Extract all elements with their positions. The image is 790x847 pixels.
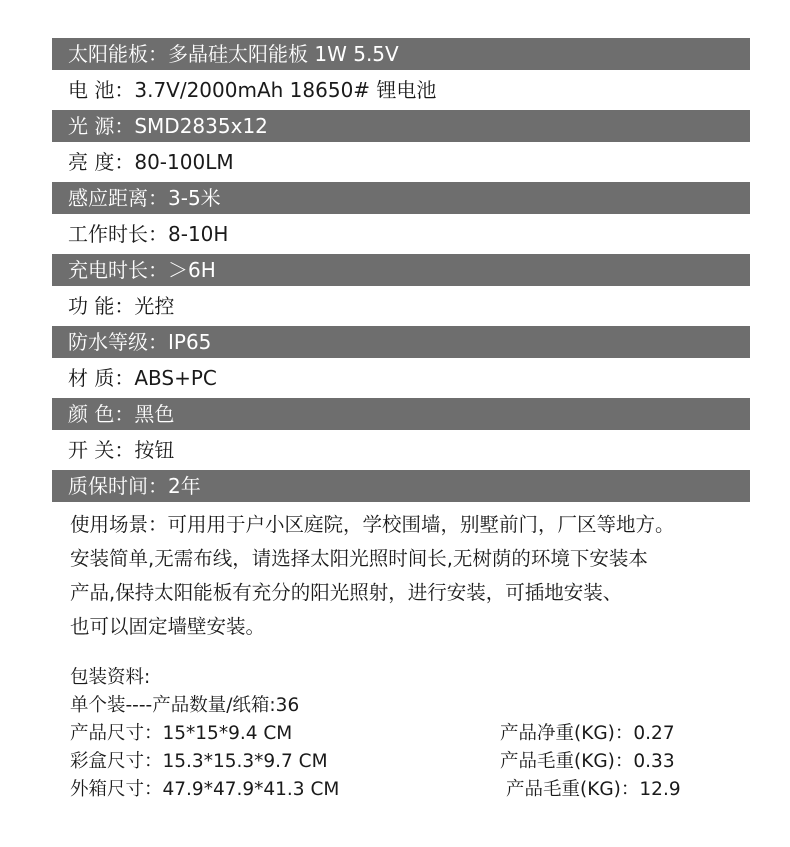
spec-row-sensing-distance: 感应距离：3-5米 [52,182,750,214]
description-line: 使用场景：可用用于户小区庭院，学校围墙，别墅前门，厂区等地方。 [70,513,675,536]
usage-description [70,508,760,644]
net-weight: 产品净重(KG)：0.27 [500,723,675,744]
spec-row-brightness: 亮 度：80-100LM [52,142,750,182]
spec-row-working-time: 工作时长：8-10H [52,214,750,254]
product-size: 产品尺寸：15*15*9.4 CM [70,723,293,744]
carton-gross-weight: 产品毛重(KG)：12.9 [506,779,681,800]
gross-weight: 产品毛重(KG)：0.33 [500,751,675,772]
spec-row-waterproof: 防水等级：IP65 [52,326,750,358]
spec-table [52,38,750,502]
description-line: 安装简单,无需布线，请选择太阳光照时间长,无树荫的环境下安装本 [70,547,648,570]
spec-row-charging-time: 充电时长：＞6H [52,254,750,286]
spec-row-switch: 开 关：按钮 [52,430,750,470]
color-box-size: 彩盒尺寸：15.3*15.3*9.7 CM [70,751,328,772]
spec-row-light-source: 光 源：SMD2835x12 [52,110,750,142]
spec-row-material: 材 质：ABS+PC [52,358,750,398]
spec-row-color: 颜 色：黑色 [52,398,750,430]
packaging-info [70,664,760,804]
packaging-title: 包装资料: [70,667,151,688]
spec-row-function: 功 能：光控 [52,286,750,326]
carton-size: 外箱尺寸：47.9*47.9*41.3 CM [70,779,340,800]
packaging-row [70,748,760,776]
spec-row-solar-panel: 太阳能板：多晶硅太阳能板 1W 5.5V [52,38,750,70]
description-line: 也可以固定墙壁安装。 [70,615,266,638]
packaging-row [70,720,760,748]
packaging-quantity: 单个装----产品数量/纸箱:36 [70,695,300,716]
spec-row-battery: 电 池：3.7V/2000mAh 18650# 锂电池 [52,70,750,110]
packaging-row [70,776,760,804]
description-line: 产品,保持太阳能板有充分的阳光照射，进行安装，可插地安装、 [70,581,623,604]
spec-row-warranty: 质保时间：2年 [52,470,750,502]
